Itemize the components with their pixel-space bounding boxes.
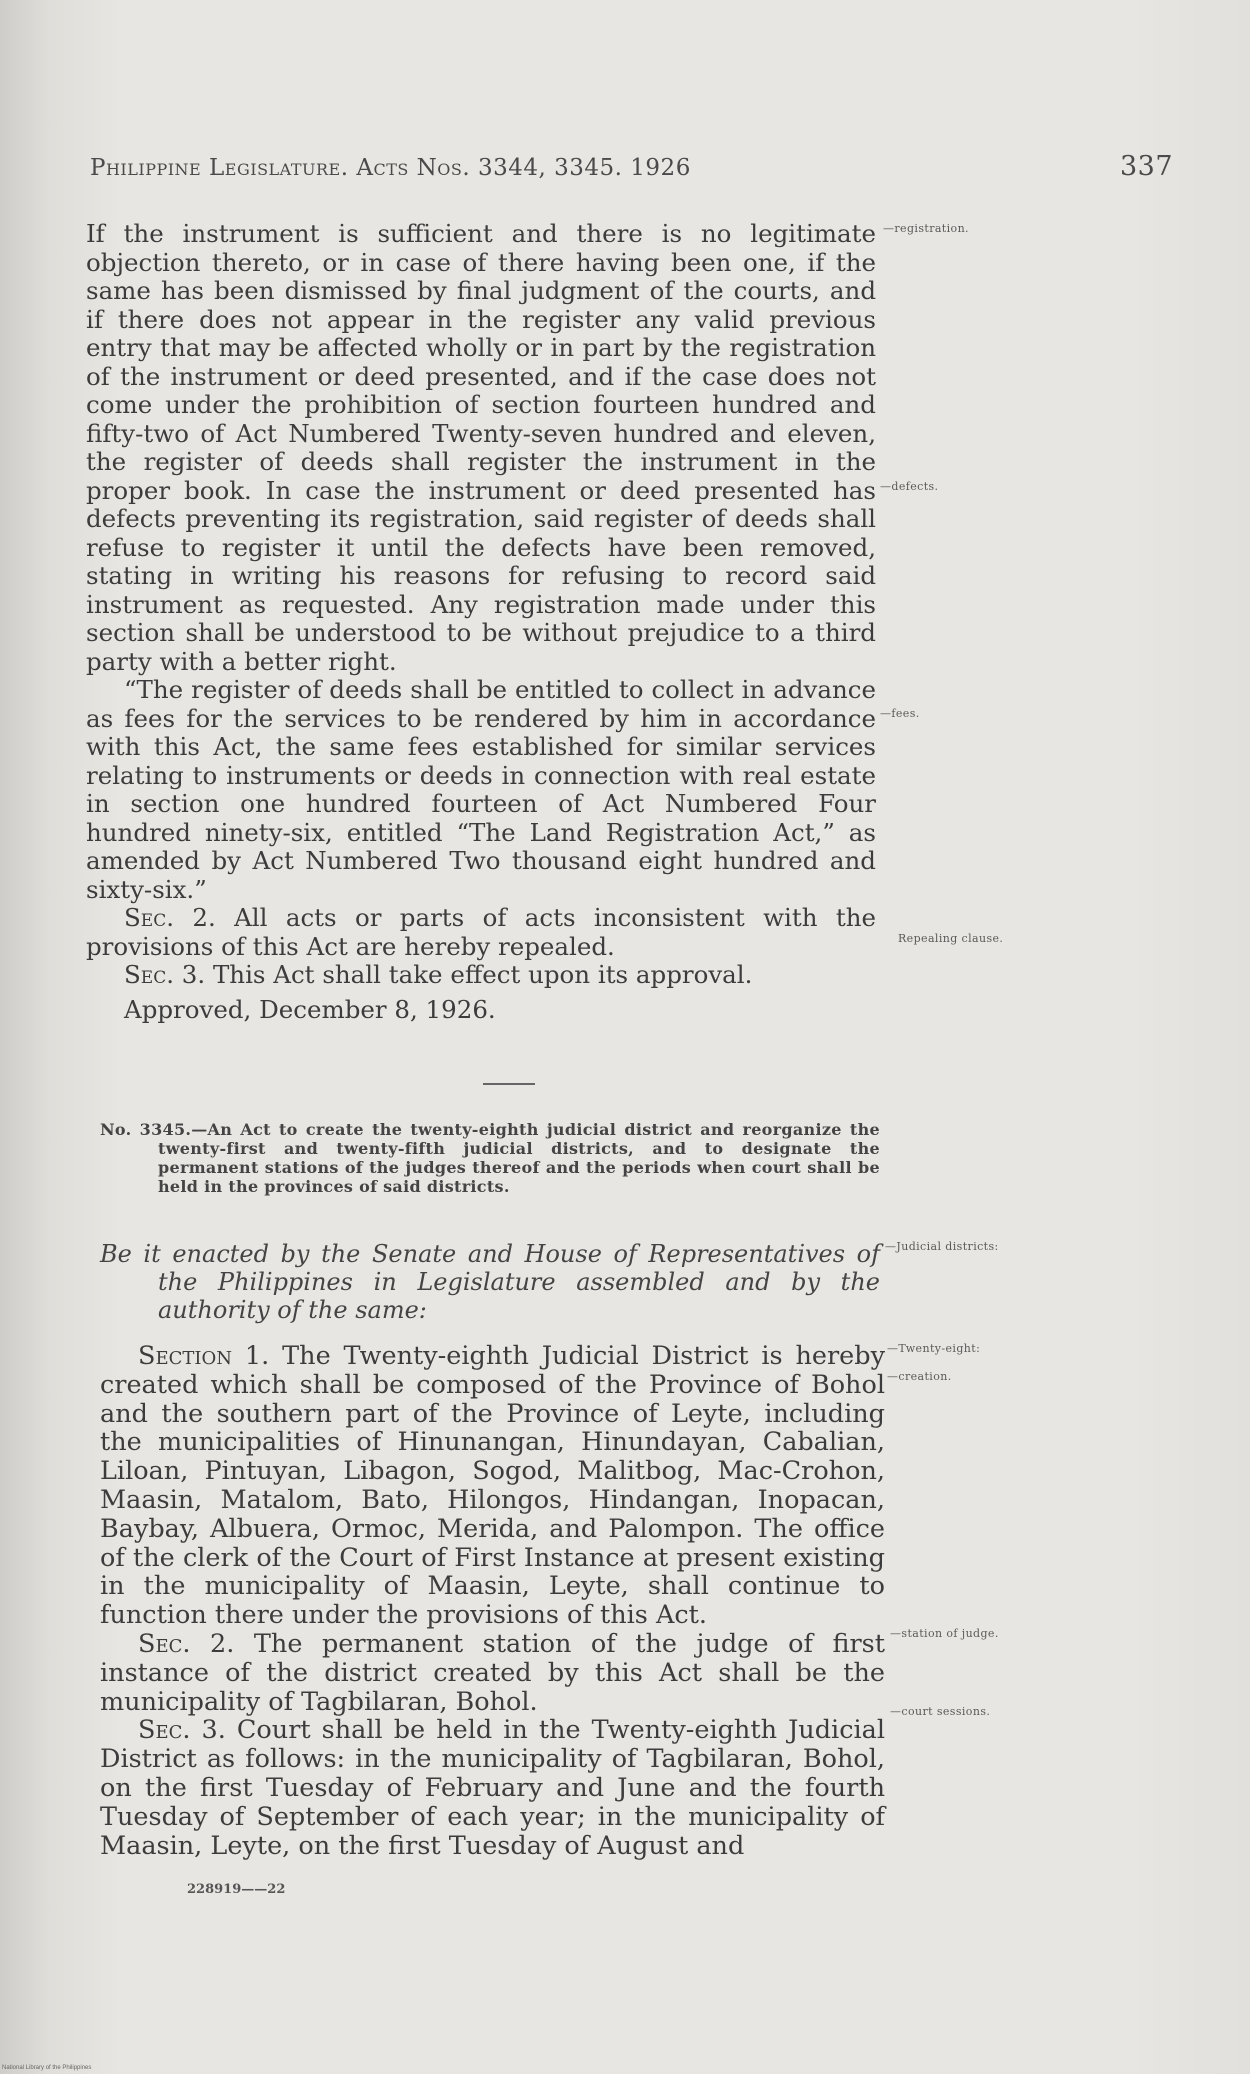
margin-note-defects: —defects. xyxy=(880,480,939,493)
margin-note-registration: —registration. xyxy=(883,222,969,235)
section-3-effect xyxy=(86,961,876,990)
signature-mark: 228919——22 xyxy=(187,1882,286,1897)
section-2-repeal xyxy=(86,904,876,961)
section-label: Sec. 2. xyxy=(124,903,216,932)
margin-note-creation: —creation. xyxy=(887,1370,952,1383)
section-1-creation xyxy=(100,1342,885,1630)
margin-note-court-sessions: —court sessions. xyxy=(890,1705,991,1718)
section-text: All acts or parts of acts inconsistent with the provisions of this Act are hereby repealed. xyxy=(86,903,876,961)
paragraph-fees: “The register of deeds shall be entitled to collect in advance as fees for the services to be rendered by him in accordance with this Act, the same fees established for similar services relating to instruments or deeds in connection with real estate in section one hundred fourteen of Act Numbered Four hundred ninety-six, entitled “The Land Registration Act,” as amended by Act Numbered Two thousand eight hundred and sixty-six.” xyxy=(86,675,876,904)
scan-credit: National Library of the Philippines xyxy=(2,2065,92,2071)
page-number: 337 xyxy=(1120,151,1174,182)
enacting-clause-text: Be it enacted by the Senate and House of Representatives of the Philippines in Legislature assembled and by the authority of the same: xyxy=(100,1240,880,1324)
margin-note-repealing: Repealing clause. xyxy=(898,932,1004,945)
act-3344-continuation xyxy=(86,220,876,1024)
paragraph-registration: If the instrument is sufficient and there is no legitimate objection thereto, or in case of there having been one, if the same has been dismissed by final judgment of the courts, and if there does not appear in the register any valid previous entry that may be affected wholly or in part by the registration of the instrument or deed presented, and if the case does not come under the prohibition of section fourteen hundred and fifty-two of Act Numbered Twenty-seven hundred and eleven, the register of deeds shall register the instrument in the proper book. In case the instrument or deed presented has defects preventing its registration, said register of deeds shall refuse to register it until the defects have been removed, stating in writing his reasons for refusing to record said instrument as requested. Any registration made under this section shall be understood to be without prejudice to a third party with a better right. xyxy=(86,219,876,676)
section-label: Sec. 3. xyxy=(124,960,206,989)
section-text: The permanent station of the judge of first instance of the district created by this Act shall be the municipality of Tagbilaran, Bohol. xyxy=(100,1628,885,1717)
running-title: Philippine Legislature. Acts Nos. 3344, 3345. 1926 xyxy=(90,155,691,181)
approval-date: Approved, December 8, 1926. xyxy=(124,994,496,1024)
bill-title-text: No. 3345.—An Act to create the twenty-eighth judicial district and reorganize the twenty-first and twenty-fifth judicial districts, and to designate the permanent stations of the judges thereof and the periods when court shall be held in the provinces of said districts. xyxy=(100,1120,880,1196)
section-divider xyxy=(483,1083,535,1085)
enacting-clause xyxy=(100,1240,880,1324)
margin-note-twenty-eight: —Twenty-eight: xyxy=(887,1342,981,1355)
section-text: Court shall be held in the Twenty-eighth Judicial District as follows: in the municipality of Tagbilaran, Bohol, on the first Tuesday of February and June and the fourth Tuesday of September of each year; in the municipality of Maasin, Leyte, on the first Tuesday of August and xyxy=(100,1715,885,1861)
section-label: Sec. 3. xyxy=(138,1715,226,1746)
section-label: Sec. 2. xyxy=(138,1628,235,1659)
act-3345-body xyxy=(100,1342,885,1860)
margin-note-judicial-districts: —Judicial districts: xyxy=(885,1240,999,1253)
section-label: Section 1. xyxy=(138,1341,270,1371)
section-text: This Act shall take effect upon its approval. xyxy=(212,960,753,989)
section-3-sessions xyxy=(100,1716,885,1860)
section-2-station xyxy=(100,1630,885,1716)
margin-note-station: —station of judge. xyxy=(890,1627,999,1640)
section-text: The Twenty-eighth Judicial District is hereby created which shall be composed of the Province of Bohol and the southern part of the Province of Leyte, including the municipalities of Hinunangan, Hinundayan, Cabalian, Liloan, Pintuyan, Libagon, Sogod, Malitbog, Mac-Crohon, Maasin, Matalom, Bato, Hilongos, Hindangan, Inopacan, Baybay, Albuera, Ormoc, Merida, and Palompon. The office of the clerk of the Court of First Instance at present existing in the municipality of Maasin, Leyte, shall continue to function there under the provisions of this Act. xyxy=(100,1341,885,1631)
act-3345-title xyxy=(100,1120,880,1196)
margin-note-fees: —fees. xyxy=(880,707,920,720)
